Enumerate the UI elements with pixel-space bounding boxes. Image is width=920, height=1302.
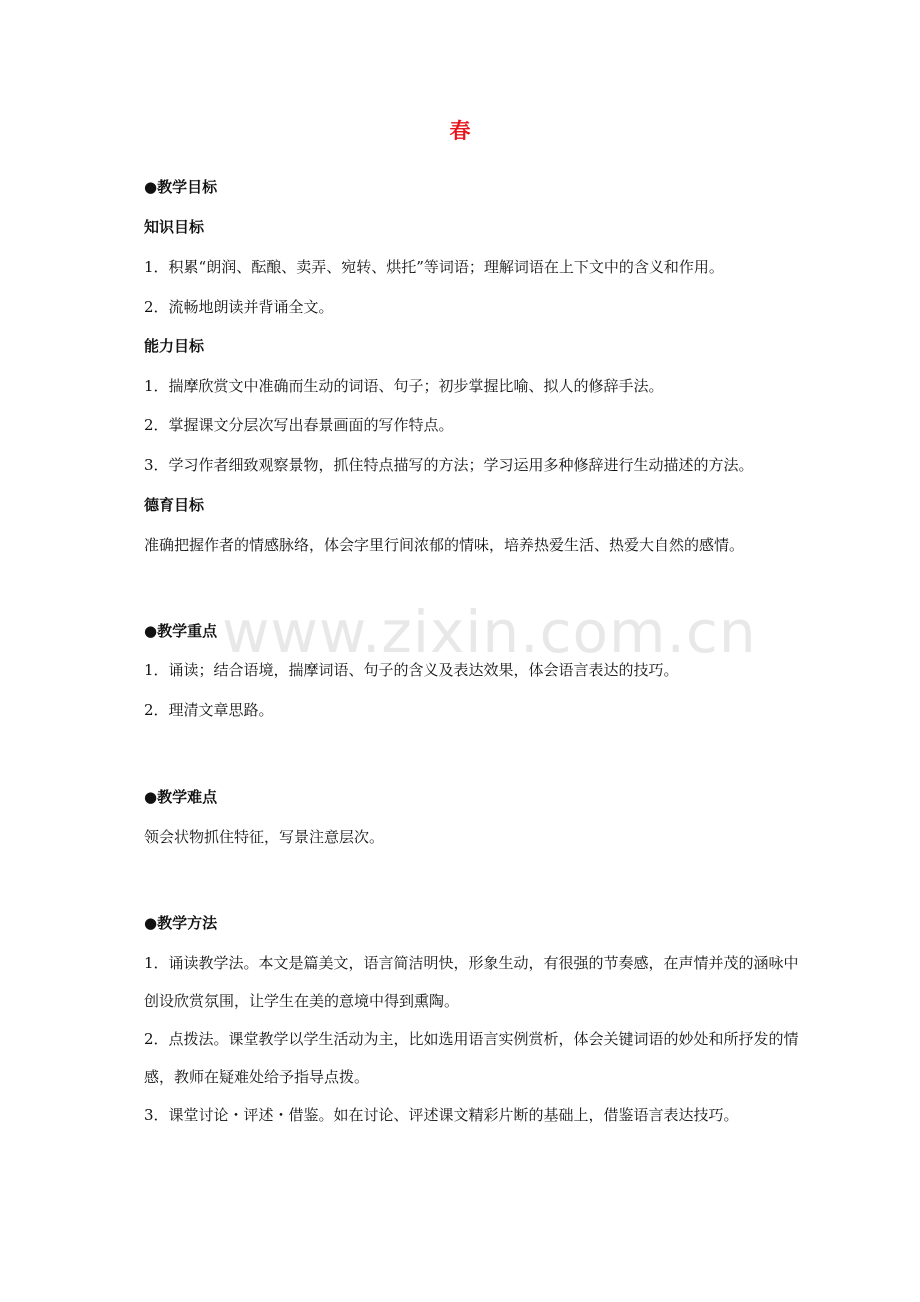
difficulties-text: 领会状物抓住特征，写景注意层次。 (144, 828, 385, 846)
subheading-knowledge: 知识目标 (144, 218, 205, 236)
section-heading-goals: ●教学目标 (144, 178, 218, 196)
knowledge-item-2: 2．流畅地朗读并背诵全文。 (144, 298, 334, 316)
subheading-moral: 德育目标 (144, 496, 205, 514)
method-item-2: 2．点拨法。课堂教学以学生活动为主，比如选用语言实例赏析，体会关键词语的妙处和所抒发的情感，教师在疑难处给予指导点拨。 (144, 1030, 799, 1086)
method-item-1: 1．诵读教学法。本文是篇美文，语言简洁明快，形象生动，有很强的节奏感，在声情并茂的涵咏中创设欣赏氛围，让学生在美的意境中得到熏陶。 (144, 954, 799, 1010)
section-heading-key-points: ●教学重点 (144, 622, 218, 640)
ability-item-1: 1．揣摩欣赏文中准确而生动的词语、句子；初步掌握比喻、拟人的修辞手法。 (144, 377, 664, 395)
knowledge-item-1: 1．积累“朗润、酝酿、卖弄、宛转、烘托”等词语；理解词语在上下文中的含义和作用。 (144, 258, 724, 276)
page-title: 春 (449, 118, 471, 143)
section-heading-difficulties: ●教学难点 (144, 788, 218, 806)
key-point-item-2: 2．理清文章思路。 (144, 701, 274, 719)
method-item-3: 3．课堂讨论・评述・借鉴。如在讨论、评述课文精彩片断的基础上，借鉴语言表达技巧。 (144, 1106, 739, 1124)
section-heading-methods: ●教学方法 (144, 914, 218, 932)
ability-item-2: 2．掌握课文分层次写出春景画面的写作特点。 (144, 416, 454, 434)
watermark: www.zixin.com.cn (222, 598, 757, 666)
subheading-ability: 能力目标 (144, 337, 205, 355)
key-point-item-1: 1．诵读；结合语境，揣摩词语、句子的含义及表达效果，体会语言表达的技巧。 (144, 661, 679, 679)
ability-item-3: 3．学习作者细致观察景物，抓住特点描写的方法；学习运用多种修辞进行生动描述的方法。 (144, 456, 754, 474)
moral-text: 准确把握作者的情感脉络，体会字里行间浓郁的情味，培养热爱生活、热爱大自然的感情。 (144, 536, 745, 554)
